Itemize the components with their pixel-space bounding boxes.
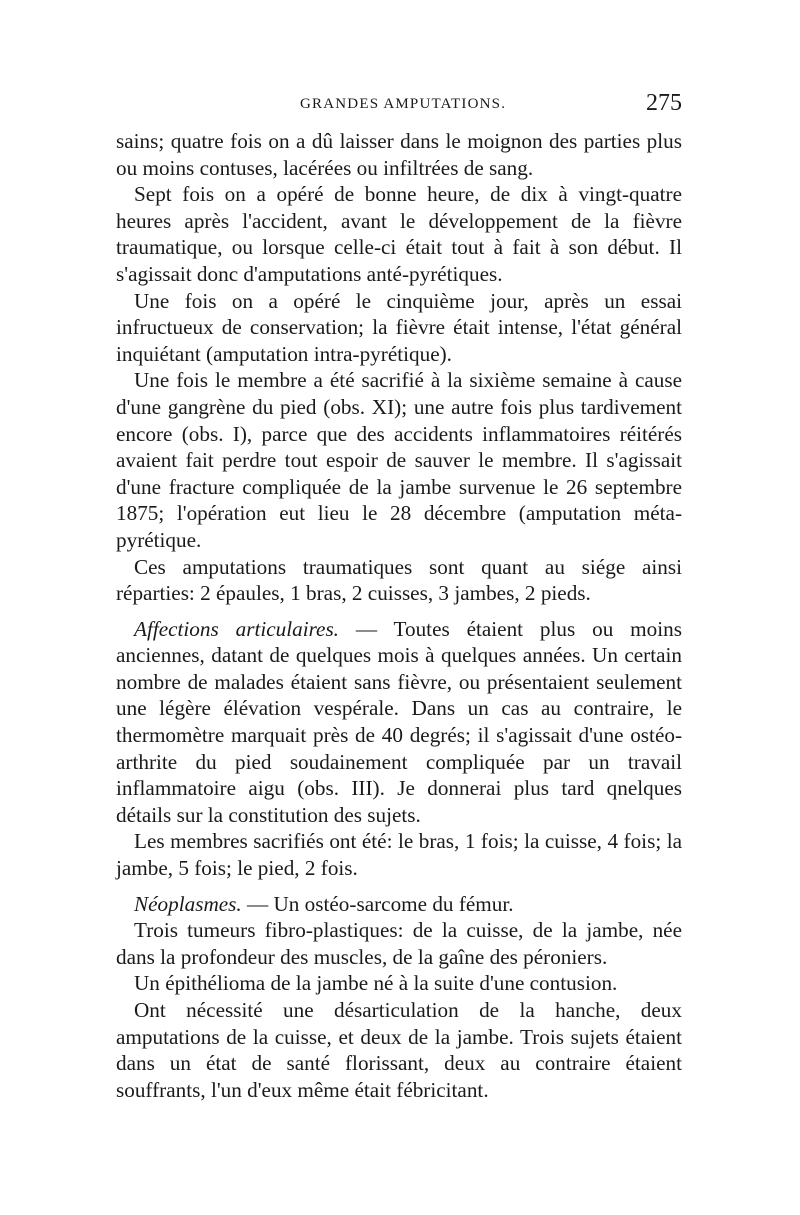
- paragraph-neoplasms: [116, 891, 682, 918]
- paragraph-tumours: Trois tumeurs fibro-plastiques: de la cuisse, de la jambe, née dans la profondeur des muscles, de la gaîne des péroniers.: [116, 918, 682, 969]
- page-body: [116, 128, 682, 1103]
- paragraph-distribution: Ces amputations traumatiques sont quant au siége ainsi réparties: 2 épaules, 1 bras, 2 cuisses, 3 jambes, 2 pieds.: [116, 554, 682, 606]
- paragraph-operations-summary: Ont nécessité une désarticulation de la hanche, deux amputations de la cuisse, et deux de la jambe. Trois sujets étaient dans un état de santé florissant, deux au contraire étaient souffrants, l'un d'eux même était fébricitant.: [116, 998, 682, 1102]
- page-header: [116, 90, 682, 124]
- section-heading-neoplasms: Néoplasmes.: [134, 891, 242, 916]
- neoplasms-text: — Un ostéo-sarcome du fémur.: [247, 891, 514, 916]
- page-number: 275: [646, 90, 682, 116]
- paragraph-articular-affections: [116, 616, 682, 829]
- articular-text: — Toutes étaient plus ou moins anciennes, datant de quelques mois à quelques années. Un certain nombre de malades étaient sans fièvre, ou présentaient seulement une légère élévation vespérale. Dans un cas au contraire, le thermomètre marquait près de 40 degrés; il s'agissait d'une ostéo-arthrite du pied soudainement compliquée par un travail inflammatoire aigu (obs. III). Je donnerai plus tard qnelques détails sur la constitution des sujets.: [116, 616, 682, 827]
- section-heading-articular: Affections articulaires.: [134, 616, 339, 641]
- paragraph-fifth-day: Une fois on a opéré le cinquième jour, après un essai infructueux de conservation; la fièvre était intense, l'état général inquiétant (amputation intra-pyrétique).: [116, 288, 682, 366]
- paragraph-epithelioma: Un épithélioma de la jambe né à la suite d'une contusion.: [134, 971, 618, 996]
- running-head: GRANDES AMPUTATIONS.: [300, 96, 507, 112]
- paragraph-early-operations: Sept fois on a opéré de bonne heure, de dix à vingt-quatre heures après l'accident, avant le développement de la fièvre traumatique, ou lorsque celle-ci était tout à fait à son début. Il s'agissait donc d'amputations anté-pyrétiques.: [116, 182, 682, 286]
- paragraph-late-amputations: Une fois le membre a été sacrifié à la sixième semaine à cause d'une gangrène du pied (obs. XI); une autre fois plus tardivement encore (obs. I), parce que des accidents inflammatoires réitérés avaient fait perdre tout espoir de sauver le membre. Il s'agissait d'une fracture compliquée de la jambe survenue le 26 septembre 1875; l'opération eut lieu le 28 décembre (amputation méta-pyrétique.: [116, 368, 682, 552]
- paragraph-limbs-sacrificed: Les membres sacrifiés ont été: le bras, 1 fois; la cuisse, 4 fois; la jambe, 5 fois; le pied, 2 fois.: [116, 829, 682, 881]
- paragraph-continuation: sains; quatre fois on a dû laisser dans le moignon des parties plus ou moins contuses, lacérées ou infiltrées de sang.: [116, 129, 682, 180]
